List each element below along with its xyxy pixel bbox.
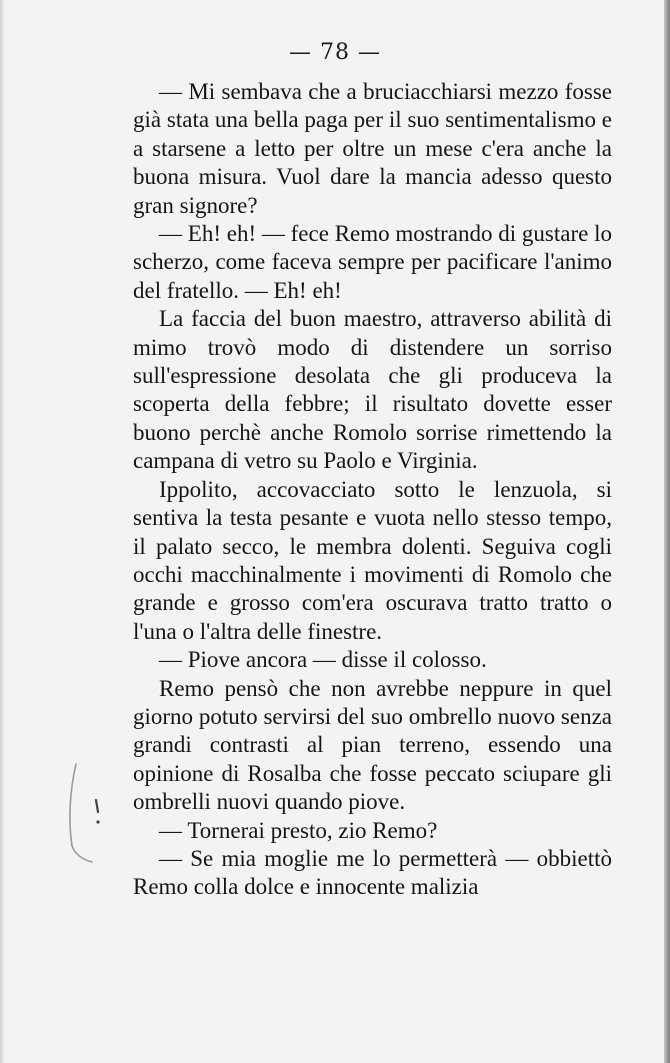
paragraph-5: — Piove ancora — disse il colosso. [159,647,487,673]
margin-pencil-mark [62,760,102,870]
paragraph-3: La faccia del buon maestro, attraverso abilità di mimo trovò modo di distendere un sorriso sull'espressione desolata che gli produceva la scoperta della febbre; il risultato dovette esser buono perchè anche Romolo sorrise rimettendo la campana di vetro su Paolo e Virginia. [133,306,612,474]
paragraph-6: Remo pensò che non avrebbe neppure in quel giorno potuto servirsi del suo ombrello nuovo senza grandi contrasti al pian terreno, essendo una opinione di Rosalba che fosse peccato sciupare gli ombrelli nuovi quando piove. [133,675,612,815]
page-right-edge [664,0,670,1063]
body-text [133,78,612,902]
paragraph-2: — Eh! eh! — fece Remo mostrando di gustare lo scherzo, come faceva sempre per pacificare l'animo del fratello. — Eh! eh! [133,221,612,303]
paragraph-8: — Se mia moglie me lo permetterà — obbiettò Remo colla dolce e innocente malizia [133,845,612,900]
paragraph-7: — Tornerai presto, zio Remo? [159,817,438,843]
page-left-edge [0,0,4,1063]
paragraph-4: Ippolito, accovacciato sotto le lenzuola, si sentiva la testa pesante e vuota nello stesso tempo, il palato secco, le membra dolenti. Seguiva cogli occhi macchinalmente i movimenti di Romolo che grande e grosso com'era oscurava tratto tratto o l'una o l'altra delle finestre. [133,476,612,644]
paragraph-1: — Mi sembava che a bruciacchiarsi mezzo fosse già stata una bella paga per il suo sentimentalismo e a starsene a letto per oltre un mese c'era anche la buona misura. Vuol dare la mancia adesso questo gran signore? [133,79,612,218]
page-number: — 78 — [289,40,381,65]
